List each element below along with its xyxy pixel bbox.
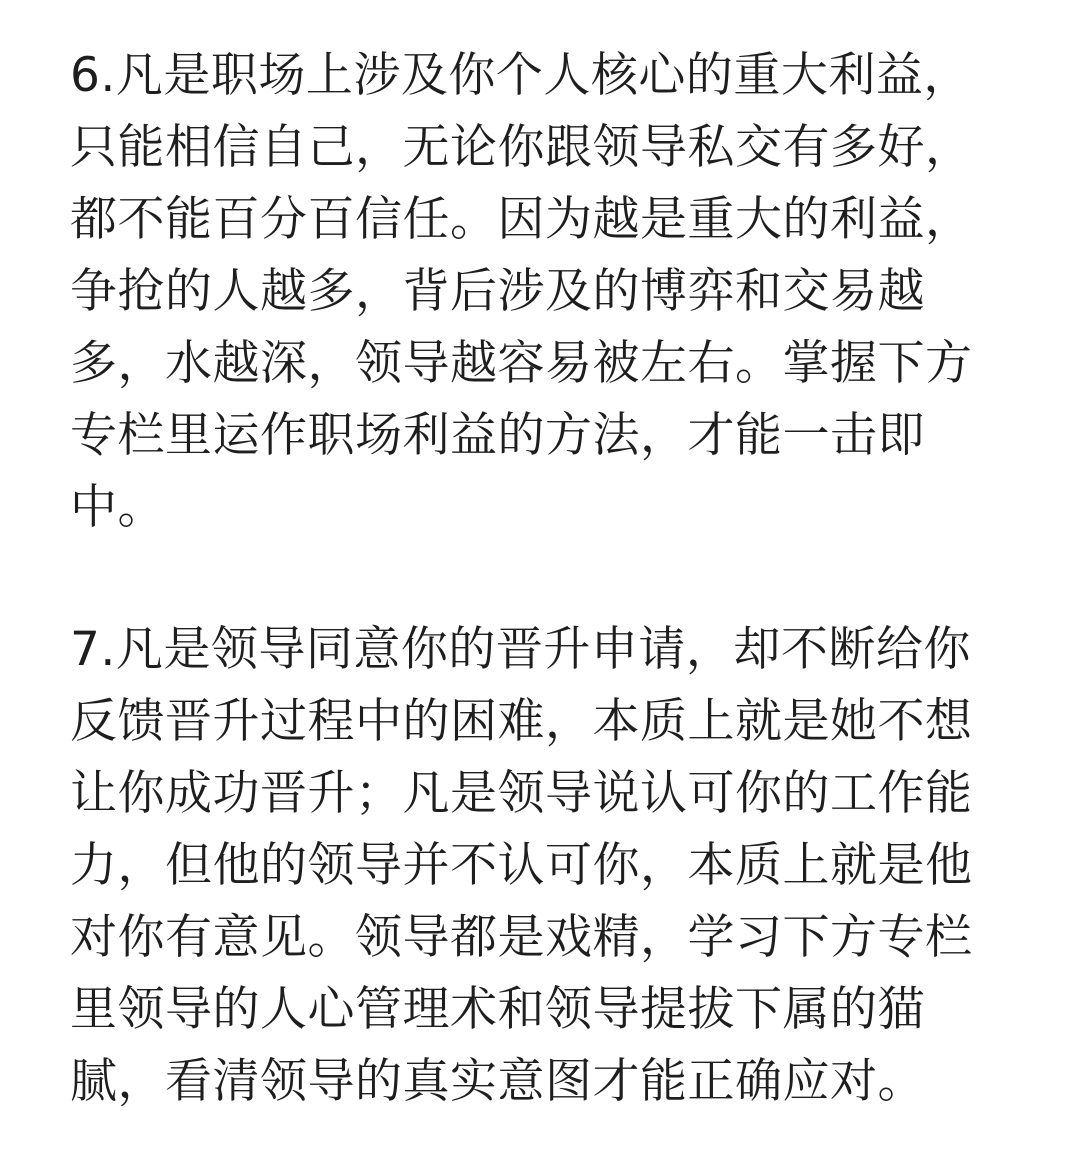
text-line: 让你成功晋升；凡是领导说认可你的工作能 bbox=[70, 766, 973, 821]
text-line: 多，水越深，领导越容易被左右。掌握下方 bbox=[70, 336, 973, 391]
paragraph-7 bbox=[70, 614, 1010, 1118]
text-line: 都不能百分百信任。因为越是重大的利益， bbox=[70, 192, 973, 247]
text-line: 7.凡是领导同意你的晋升申请，却不断给你 bbox=[70, 622, 971, 677]
text-line: 力，但他的领导并不认可你，本质上就是他 bbox=[70, 838, 973, 893]
text-line: 专栏里运作职场利益的方法，才能一击即 bbox=[70, 408, 925, 463]
text-line: 里领导的人心管理术和领导提拔下属的猫 bbox=[70, 982, 925, 1037]
text-line: 中。 bbox=[70, 480, 165, 535]
text-line: 腻，看清领导的真实意图才能正确应对。 bbox=[70, 1054, 925, 1109]
text-line: 争抢的人越多，背后涉及的博弈和交易越 bbox=[70, 264, 925, 319]
text-line: 对你有意见。领导都是戏精，学习下方专栏 bbox=[70, 910, 973, 965]
article-body bbox=[70, 40, 1010, 1118]
paragraph-spacer bbox=[70, 544, 1010, 614]
paragraph-6 bbox=[70, 40, 1010, 544]
text-line: 反馈晋升过程中的困难，本质上就是她不想 bbox=[70, 694, 973, 749]
text-line: 只能相信自己，无论你跟领导私交有多好， bbox=[70, 120, 973, 175]
text-line: 6.凡是职场上涉及你个人核心的重大利益， bbox=[70, 48, 971, 103]
